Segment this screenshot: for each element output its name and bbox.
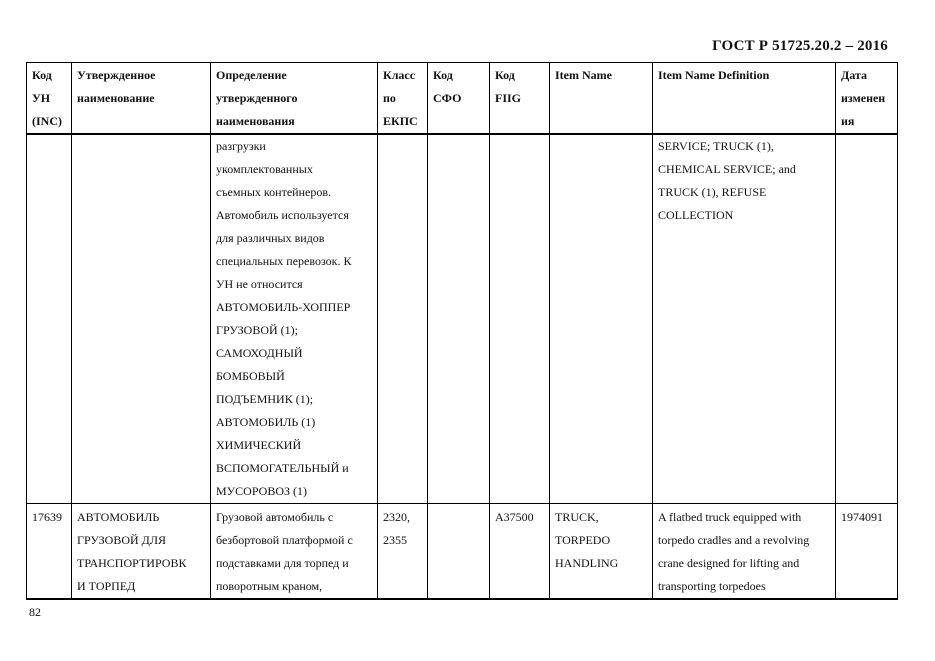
- cell-name-ru: АВТОМОБИЛЬ ГРУЗОВОЙ ДЛЯ ТРАНСПОРТИРОВК И ТОРПЕД: [72, 504, 211, 600]
- page-number: 82: [29, 605, 41, 619]
- table-row: [27, 504, 898, 600]
- data-table: [26, 62, 898, 600]
- cell-inc: [27, 134, 72, 504]
- col-header-def-ru: Определение утвержденного наименования: [211, 63, 378, 135]
- cell-item-def: SERVICE; TRUCK (1), CHEMICAL SERVICE; and TRUCK (1), REFUSE COLLECTION: [653, 134, 836, 504]
- cell-sfo: [428, 504, 490, 600]
- table-row: [27, 134, 898, 504]
- cell-class: [378, 134, 428, 504]
- cell-inc: 17639: [27, 504, 72, 600]
- cell-date: [836, 134, 898, 504]
- cell-def-ru: разгрузки укомплектованных съемных контейнеров. Автомобиль используется для различных видов специальных перевозок. К УН не относится АВТОМОБИЛЬ-ХОППЕР ГРУЗОВОЙ (1); САМОХОДНЫЙ БОМБОВЫЙ ПОДЪЕМНИК (1); АВТОМОБИЛЬ (1) ХИМИЧЕСКИЙ ВСПОМОГАТЕЛЬНЫЙ и МУСОРОВОЗ (1): [211, 134, 378, 504]
- col-header-sfo: Код СФО: [428, 63, 490, 135]
- cell-name-ru: [72, 134, 211, 504]
- col-header-inc: Код УН (INC): [27, 63, 72, 135]
- col-header-name-ru: Утвержденное наименование: [72, 63, 211, 135]
- col-header-date: Дата изменен ия: [836, 63, 898, 135]
- document-code: ГОСТ Р 51725.20.2 – 2016: [712, 38, 888, 54]
- cell-fiig: [490, 134, 550, 504]
- cell-date: 1974091: [836, 504, 898, 600]
- cell-class: 2320, 2355: [378, 504, 428, 600]
- col-header-item-name: Item Name: [550, 63, 653, 135]
- cell-item-name: [550, 134, 653, 504]
- cell-fiig: A37500: [490, 504, 550, 600]
- cell-item-def: A flatbed truck equipped with torpedo cradles and a revolving crane designed for lifting and transporting torpedoes: [653, 504, 836, 600]
- cell-def-ru: Грузовой автомобиль с безбортовой платформой с подставками для торпед и поворотным краном,: [211, 504, 378, 600]
- col-header-fiig: Код FIIG: [490, 63, 550, 135]
- cell-item-name: TRUCK, TORPEDO HANDLING: [550, 504, 653, 600]
- col-header-item-def: Item Name Definition: [653, 63, 836, 135]
- col-header-class: Класс по ЕКПС: [378, 63, 428, 135]
- cell-sfo: [428, 134, 490, 504]
- header-row: [27, 63, 898, 135]
